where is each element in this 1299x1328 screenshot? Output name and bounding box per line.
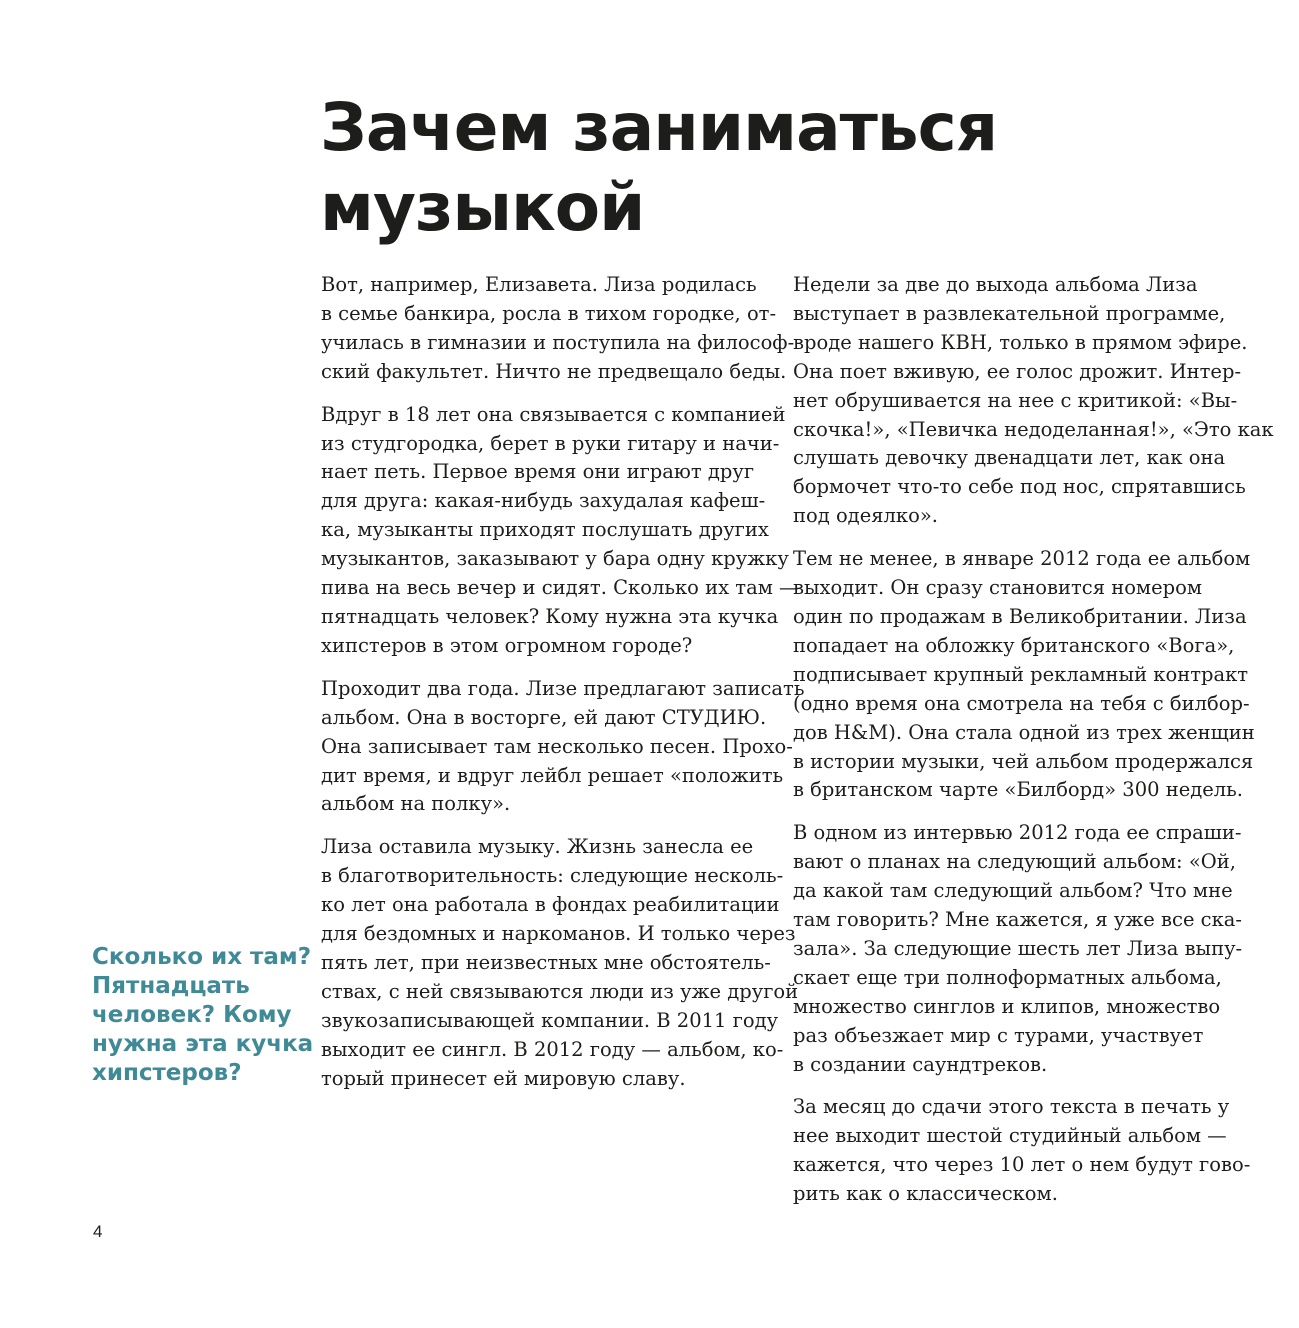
- text-line: в создании саундтреков.: [793, 1052, 1048, 1076]
- pull-quote-line: хипстеров?: [92, 1060, 242, 1086]
- text-line: торый принесет ей мировую славу.: [321, 1066, 686, 1090]
- paragraph: [793, 1093, 1251, 1209]
- paragraph: [793, 545, 1255, 805]
- text-line: альбом на полку».: [321, 792, 511, 816]
- text-line: подписывает крупный рекламный контракт: [793, 662, 1249, 686]
- text-line: там говорить? Мне кажется, я уже все ска-: [793, 908, 1243, 932]
- title-line: Зачем заниматься: [320, 89, 998, 166]
- paragraph: [321, 401, 799, 661]
- text-line: вают о планах на следующий альбом: «Ой,: [793, 850, 1236, 874]
- text-line: За месяц до сдачи этого текста в печать у: [793, 1095, 1230, 1119]
- text-line: в истории музыки, чей альбом продержался: [793, 749, 1254, 773]
- pull-quote: [92, 943, 314, 1088]
- text-line: музыкантов, заказывают у бара одну кружку: [321, 547, 789, 571]
- text-line: пять лет, при неизвестных мне обстоятель-: [321, 950, 771, 974]
- paragraph: [793, 271, 1274, 531]
- text-line: Проходит два года. Лизе предлагают записать: [321, 676, 805, 700]
- text-line: хипстеров в этом огромном городе?: [321, 633, 693, 657]
- text-line: скает еще три полноформатных альбома,: [793, 965, 1222, 989]
- text-line: один по продажам в Великобритании. Лиза: [793, 604, 1247, 628]
- text-line: ский факультет. Ничто не предвещало беды.: [321, 359, 787, 383]
- paragraph: [321, 833, 799, 1093]
- title-line: музыкой: [320, 169, 645, 246]
- text-line: ка, музыканты приходят послушать других: [321, 518, 769, 542]
- text-line: слушать девочку двенадцати лет, как она: [793, 446, 1226, 470]
- page-number: 4: [93, 1222, 103, 1241]
- text-line: ко лет она работала в фондах реабилитации: [321, 893, 780, 917]
- paragraph: [321, 675, 805, 820]
- text-line: Она поет вживую, ее голос дрожит. Интер-: [793, 359, 1242, 383]
- text-line: Лиза оставила музыку. Жизнь занесла ее: [321, 835, 754, 859]
- text-line: в семье банкира, росла в тихом городке, от-: [321, 301, 777, 325]
- paragraph: [793, 819, 1243, 1079]
- text-line: кажется, что через 10 лет о нем будут гово-: [793, 1153, 1251, 1177]
- text-line: В одном из интервью 2012 года ее спраши-: [793, 821, 1242, 845]
- text-line: нает петь. Первое время они играют друг: [321, 460, 755, 484]
- text-line: в британском чарте «Билборд» 300 недель.: [793, 778, 1243, 802]
- text-line: выходит. Он сразу становится номером: [793, 576, 1203, 600]
- text-line: попадает на обложку британского «Вога»,: [793, 633, 1235, 657]
- text-line: зала». За следующие шесть лет Лиза выпу-: [793, 936, 1243, 960]
- text-line: пятнадцать человек? Кому нужна эта кучка: [321, 604, 779, 628]
- right-text-column: [793, 271, 1274, 1223]
- paragraph: [321, 271, 795, 387]
- text-line: альбом. Она в восторге, ей дают СТУДИЮ.: [321, 705, 767, 729]
- text-line: для бездомных и наркоманов. И только через: [321, 922, 796, 946]
- text-line: из студгородка, берет в руки гитару и начи-: [321, 431, 780, 455]
- text-line: под одеялко».: [793, 504, 938, 528]
- text-line: нее выходит шестой студийный альбом —: [793, 1124, 1227, 1148]
- text-line: скочка!», «Певичка недоделанная!», «Это как: [793, 417, 1274, 441]
- text-line: для друга: какая-нибудь захудалая кафеш-: [321, 489, 766, 513]
- text-line: в благотворительность: следующие несколь-: [321, 864, 784, 888]
- text-line: раз объезжает мир с турами, участвует: [793, 1023, 1204, 1047]
- text-line: Вот, например, Елизавета. Лиза родилась: [321, 273, 757, 296]
- left-text-column: [321, 271, 805, 1107]
- text-line: рить как о классическом.: [793, 1182, 1058, 1206]
- text-line: множество синглов и клипов, множество: [793, 994, 1221, 1018]
- pull-quote-line: Пятнадцать: [92, 973, 250, 999]
- text-line: бормочет что-то себе под нос, спрятавшись: [793, 475, 1246, 499]
- text-line: дит время, и вдруг лейбл решает «положить: [321, 763, 784, 787]
- text-line: Она записывает там несколько песен. Прохо-: [321, 734, 793, 758]
- text-line: Вдруг в 18 лет она связывается с компанией: [321, 402, 786, 426]
- text-line: выступает в развлекательной программе,: [793, 301, 1226, 325]
- text-line: ствах, с ней связываются люди из уже другой: [321, 979, 799, 1003]
- text-line: да какой там следующий альбом? Что мне: [793, 879, 1233, 903]
- text-line: (одно время она смотрела на тебя с билбор-: [793, 691, 1250, 715]
- text-line: Тем не менее, в январе 2012 года ее альбом: [793, 547, 1251, 571]
- text-line: пива на весь вечер и сидят. Сколько их там —: [321, 576, 799, 600]
- text-line: Недели за две до выхода альбома Лиза: [793, 273, 1198, 296]
- page-title: [320, 88, 1220, 248]
- text-line: звукозаписывающей компании. В 2011 году: [321, 1008, 779, 1032]
- text-line: дов H&M). Она стала одной из трех женщин: [793, 720, 1255, 744]
- text-line: училась в гимназии и поступила на философ-: [321, 330, 795, 354]
- pull-quote-line: нужна эта кучка: [92, 1031, 314, 1057]
- text-line: вроде нашего КВН, только в прямом эфире.: [793, 330, 1248, 354]
- text-line: выходит ее сингл. В 2012 году — альбом, ко-: [321, 1037, 784, 1061]
- text-line: нет обрушивается на нее с критикой: «Вы-: [793, 388, 1238, 412]
- pull-quote-line: человек? Кому: [92, 1002, 292, 1028]
- pull-quote-line: Сколько их там?: [92, 944, 312, 970]
